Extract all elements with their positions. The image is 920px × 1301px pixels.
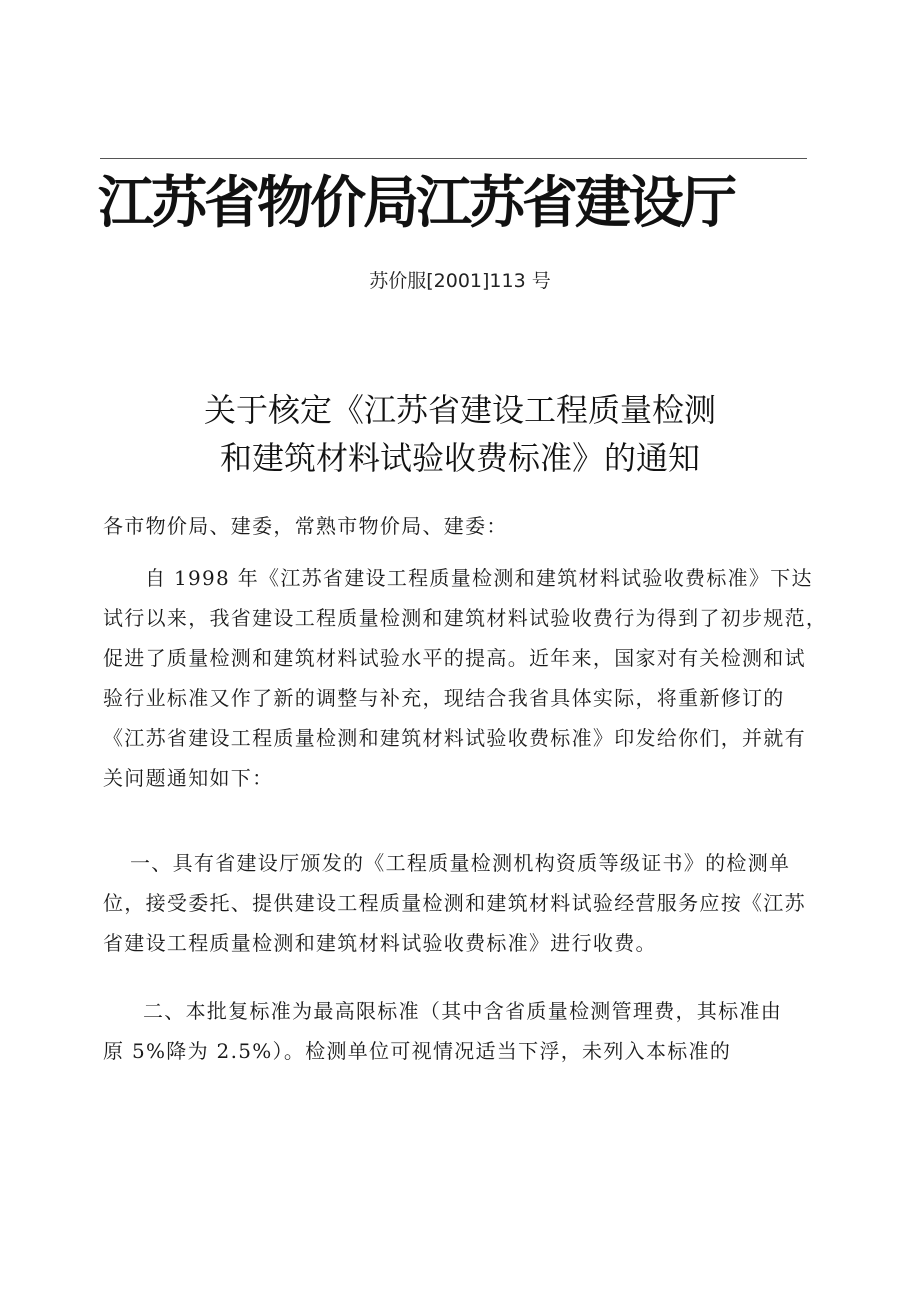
body-paragraph-item-2 (103, 991, 782, 1071)
issuer-name: 江苏省物价局江苏省建设厅 (98, 171, 734, 236)
paragraph-line: 一、具有省建设厅颁发的《工程质量检测机构资质等级证书》的检测单 (130, 851, 791, 875)
paragraph-line: 二、本批复标准为最高限标准（其中含省质量检测管理费，其标准由 (143, 999, 782, 1023)
addressee-text: 各市物价局、建委，常熟市物价局、建委： (103, 514, 508, 538)
body-paragraph-intro (103, 558, 827, 798)
document-number: 苏价服[2001]113 号 (369, 270, 551, 292)
addressee (103, 506, 508, 546)
paragraph-line: 试行以来，我省建设工程质量检测和建筑材料试验收费行为得到了初步规范， (103, 606, 828, 630)
notice-title-line-1: 关于核定《江苏省建设工程质量检测 (203, 391, 716, 429)
notice-title (0, 386, 920, 482)
notice-title-line-2: 和建筑材料试验收费标准》的通知 (219, 439, 700, 477)
paragraph-line: 原 5%降为 2.5%）。检测单位可视情况适当下浮，未列入本标准的 (103, 1039, 732, 1063)
paragraph-line: 《江苏省建设工程质量检测和建筑材料试验收费标准》印发给你们，并就有 (103, 726, 806, 750)
paragraph-line: 关问题通知如下： (103, 766, 274, 790)
paragraph-line: 位，接受委托、提供建设工程质量检测和建筑材料试验经营服务应按《江苏 (103, 891, 806, 915)
paragraph-line: 验行业标准又作了新的调整与补充，现结合我省具体实际，将重新修订的 (103, 686, 785, 710)
header-rule (100, 158, 807, 159)
paragraph-line: 自 1998 年《江苏省建设工程质量检测和建筑材料试验收费标准》下达 (145, 566, 813, 590)
paragraph-line: 促进了质量检测和建筑材料试验水平的提高。近年来，国家对有关检测和试 (103, 646, 806, 670)
body-paragraph-item-1 (103, 843, 806, 963)
paragraph-line: 省建设工程质量检测和建筑材料试验收费标准》进行收费。 (103, 931, 657, 955)
